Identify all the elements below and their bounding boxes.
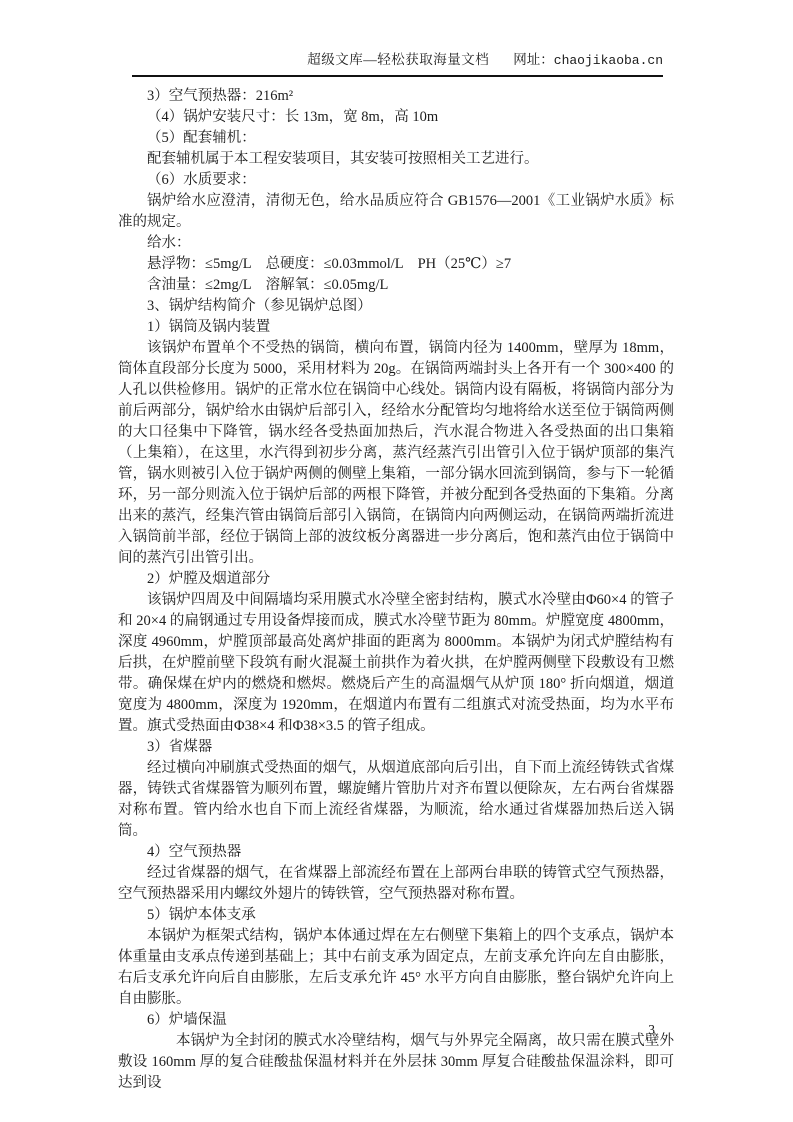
spec-item-water-quality: （6）水质要求： (147, 172, 256, 188)
body-paragraph-furnace-description: 该锅炉四周及中间隔墙均采用膜式水冷壁全密封结构，膜式水冷壁由Φ60×4 的管子和 20×4 的扁钢通过专用设备焊接而成，膜式水冷壁节距为 80mm。炉膛宽度 4800mm，深度 4960mm，炉膛顶部最高处离炉排面的距离为 8000mm。本锅炉为闭式炉膛结构有后拱，在炉膛前壁下段筑有耐火混凝土前拱作为着火拱，在炉膛两侧壁下段敷设有卫燃带。确保煤在炉内的燃烧和燃烬。燃烧后产生的高温烟气从炉顶 180° 折向烟道，烟道宽度为 4800mm，深度为 1920mm，在烟道内布置有二组旗式对流受热面，均为水平布置。旗式受热面由Φ38×4 和Φ38×3.5 的管子组成。 (118, 592, 674, 734)
spec-item-air-preheater: 3）空气预热器：216m² (147, 88, 294, 104)
body-paragraph-insulation-description: 本锅炉为全封闭的膜式水冷壁结构，烟气与外界完全隔离，故只需在膜式壁外敷设 160mm 厚的复合硅酸盐保温材料并在外层抹 30mm 厚复合硅酸盐保温涂料，即可达到设 (118, 1033, 674, 1091)
body-paragraph-drum-description: 该锅炉布置单个不受热的锅筒，横向布置，锅筒内径为 1400mm，壁厚为 18mm，筒体直段部分长度为 5000，采用材料为 20g。在锅筒两端封头上各开有一个 300×400 的人孔以供检修用。锅炉的正常水位在锅筒中心线处。锅筒内设有隔板，将锅筒内部分为前后两部分，锅炉给水由锅炉后部引入，经给水分配管均匀地将给水送至位于锅筒两侧的大口径集中下降管，锅水经各受热面加热后，汽水混合物进入各受热面的出口集箱（上集箱），在这里，水汽得到初步分离，蒸汽经蒸汽引出管引入位于锅炉顶部的集汽管，锅水则被引入位于锅炉两侧的侧壁上集箱，一部分锅水回流到锅筒，参与下一轮循环，另一部分则流入位于锅炉后部的两根下降管，并被分配到各受热面的下集箱。分离出来的蒸汽，经集汽管由锅筒后部引入锅筒，在锅筒内向两侧运动，在锅筒两端折流进入锅筒前半部，经位于锅筒上部的波纹板分离器进一步分离后，饱和蒸汽由位于锅筒中间的蒸汽引出管引出。 (118, 340, 674, 566)
page-header (132, 50, 663, 77)
spec-item-auxiliary-machines: （5）配套辅机： (147, 130, 256, 146)
subsection-heading-air-preheater: 4）空气预热器 (147, 844, 242, 860)
subsection-heading-wall-insulation: 6）炉墙保温 (147, 1012, 227, 1028)
body-paragraph-support-description: 本锅炉为框架式结构，锅炉本体通过焊在左右侧壁下集箱上的四个支承点，锅炉本体重量由支承点传递到基础上；其中右前支承为固定点，左前支承允许向左自由膨胀，右后支承允许向后自由膨胀，左后支承允许 45° 水平方向自由膨胀，整台锅炉允许向上自由膨胀。 (118, 928, 674, 1007)
header-url: chaojikaoba.cn (553, 53, 663, 68)
body-paragraph: 配套辅机属于本工程安装项目，其安装可按照相关工艺进行。 (147, 151, 539, 167)
body-paragraph: 锅炉给水应澄清，清彻无色，给水品质应符合 GB1576—2001《工业锅炉水质》标准的规定。 (118, 193, 674, 230)
page-number: 3 (648, 1022, 655, 1037)
document-body (118, 86, 674, 1094)
section-heading-boiler-structure: 3、锅炉结构简介（参见锅炉总图） (147, 298, 372, 314)
subsection-heading-drum: 1）锅筒及锅内装置 (147, 319, 271, 335)
subsection-heading-furnace-flue: 2）炉膛及烟道部分 (147, 571, 271, 587)
body-paragraph-feedwater: 给水： (147, 235, 191, 251)
header-url-label: 网址： (513, 52, 554, 67)
body-paragraph-air-preheater-description: 经过省煤器的烟气，在省煤器上部流经布置在上部两台串联的铸管式空气预热器，空气预热器采用内螺纹外翅片的铸铁管，空气预热器对称布置。 (118, 865, 674, 902)
spec-item-install-dimensions: （4）锅炉安装尺寸：长 13m，宽 8m，高 10m (147, 109, 439, 125)
body-paragraph-suspended-solids: 悬浮物：≤5mg/L 总硬度：≤0.03mmol/L PH（25℃）≥7 (147, 256, 512, 272)
subsection-heading-boiler-support: 5）锅炉本体支承 (147, 907, 256, 923)
subsection-heading-economizer: 3）省煤器 (147, 739, 213, 755)
body-paragraph-economizer-description: 经过横向冲刷旗式受热面的烟气，从烟道底部向后引出，自下而上流经铸铁式省煤器，铸铁式省煤器管为顺列布置，螺旋鳍片管肋片对齐布置以便除灰，左右两台省煤器对称布置。管内给水也自下而上流经省煤器，为顺流，给水通过省煤器加热后送入锅筒。 (118, 760, 674, 839)
header-site-title: 超级文库—轻松获取海量文档 (307, 52, 490, 67)
body-paragraph-oil-content: 含油量：≤2mg/L 溶解氧：≤0.05mg/L (147, 277, 389, 293)
